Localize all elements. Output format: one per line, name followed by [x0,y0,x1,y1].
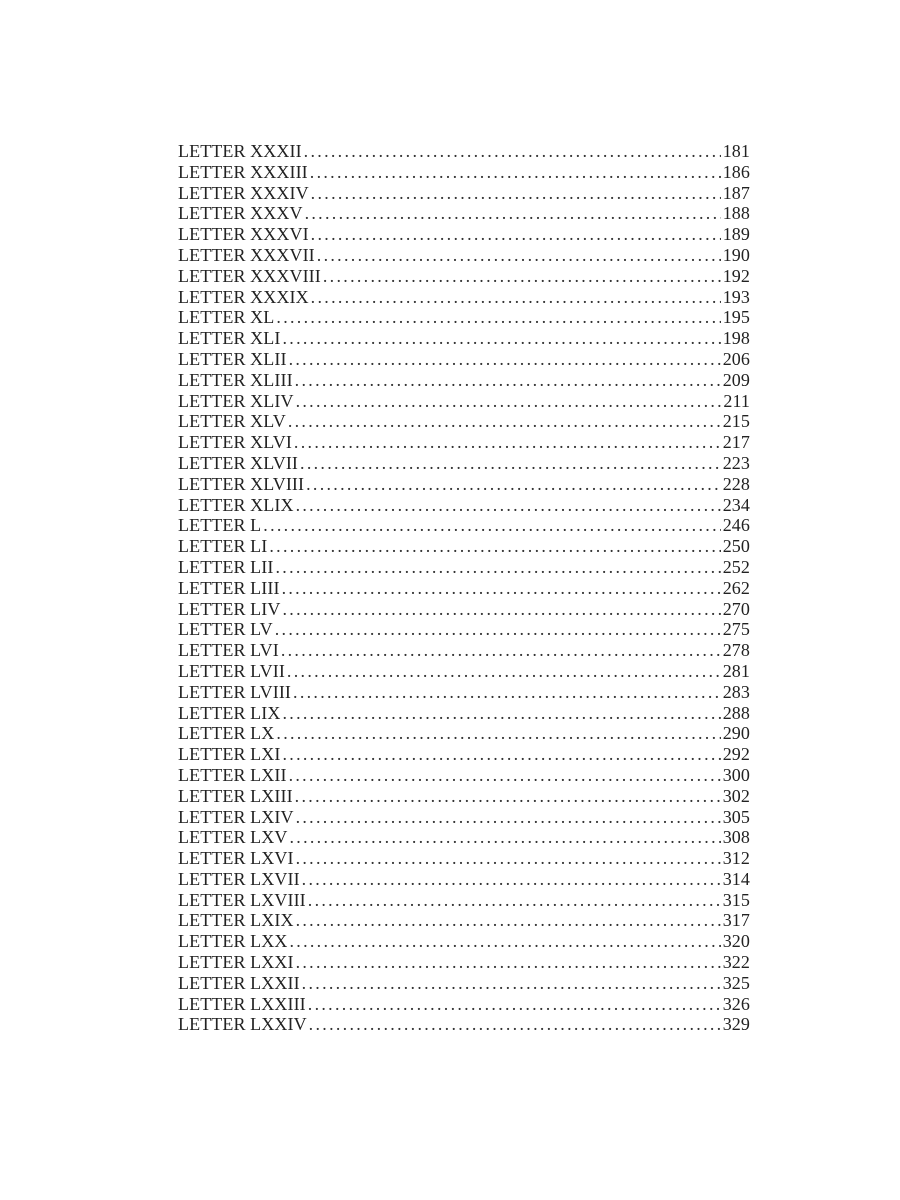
toc-entry-title: LETTER LIII [178,577,280,598]
dot-leader [269,536,720,557]
toc-entry [178,703,750,724]
toc-entry-title: LETTER XL [178,307,275,328]
toc-entry [178,994,750,1015]
dot-leader [289,765,721,786]
toc-entry-page-number: 270 [722,598,750,619]
toc-entry [178,744,750,765]
toc-entry-title: LETTER LI [178,536,268,557]
toc-entry [178,474,750,495]
toc-entry-page-number: 190 [722,244,750,265]
toc-entry-title: LETTER LIX [178,702,281,723]
toc-entry-title: LETTER LXXI [178,952,294,973]
dot-leader [302,869,721,890]
toc-entry [178,786,750,807]
toc-entry [178,536,750,557]
toc-entry-page-number: 281 [722,660,750,681]
dot-leader [304,141,721,162]
toc-entry-title: LETTER LVI [178,640,279,661]
toc-entry-page-number: 312 [722,848,750,869]
toc-entry-title: LETTER XLIV [178,390,294,411]
toc-entry [178,973,750,994]
toc-entry-page-number: 215 [722,411,750,432]
dot-leader [294,432,721,453]
dot-leader [293,682,721,703]
toc-entry-page-number: 275 [722,619,750,640]
dot-leader [287,661,721,682]
toc-entry-page-number: 187 [722,182,750,203]
toc-entry-title: LETTER XXXVII [178,244,315,265]
toc-entry-title: LETTER LXXIV [178,1014,307,1035]
toc-entry-page-number: 308 [722,827,750,848]
toc-entry-page-number: 234 [722,494,750,515]
toc-entry-title: LETTER L [178,515,262,536]
toc-entry [178,807,750,828]
toc-entry-title: LETTER LXVII [178,868,300,889]
dot-leader [282,599,720,620]
toc-entry-page-number: 250 [722,536,750,557]
dot-leader [311,287,721,308]
dot-leader [296,391,722,412]
toc-entry-page-number: 195 [722,307,750,328]
dot-leader [263,515,720,536]
toc-entry [178,952,750,973]
toc-entry-title: LETTER XLVII [178,452,299,473]
toc-entry [178,827,750,848]
toc-entry-page-number: 290 [722,723,750,744]
dot-leader [281,640,721,661]
dot-leader [295,370,721,391]
toc-entry-title: LETTER LIV [178,598,281,619]
dot-leader [275,619,721,640]
dot-leader [296,495,721,516]
dot-leader [296,910,721,931]
toc-entry [178,557,750,578]
toc-entry-title: LETTER LVIII [178,681,292,702]
toc-entry-page-number: 317 [722,910,750,931]
toc-entry-title: LETTER LXVIII [178,889,306,910]
dot-leader [289,349,721,370]
dot-leader [323,266,721,287]
toc-entry-page-number: 329 [722,1014,750,1035]
toc-entry [178,848,750,869]
toc-entry [178,266,750,287]
toc-entry-page-number: 246 [722,515,750,536]
toc-entry-title: LETTER XXXIX [178,286,309,307]
toc-entry-page-number: 320 [722,931,750,952]
toc-entry [178,432,750,453]
toc-entry [178,370,750,391]
toc-entry-title: LETTER XXXII [178,141,302,161]
toc-entry [178,391,750,412]
toc-entry [178,578,750,599]
toc-entry-title: LETTER LXXII [178,972,300,993]
toc-entry [178,141,750,162]
toc-entry [178,495,750,516]
toc-entry-title: LETTER XXXIV [178,182,309,203]
toc-entry-title: LETTER XXXIII [178,161,308,182]
dot-leader [288,411,721,432]
dot-leader [305,203,721,224]
toc-entry-page-number: 326 [722,993,750,1014]
toc-entry-page-number: 217 [722,432,750,453]
dot-leader [311,224,721,245]
toc-entry-title: LETTER LXII [178,764,287,785]
dot-leader [289,827,720,848]
dot-leader [289,931,720,952]
toc-entry-page-number: 209 [722,369,750,390]
toc-entry-title: LETTER XLII [178,348,287,369]
dot-leader [282,578,721,599]
toc-entry [178,453,750,474]
toc-entry-title: LETTER XXXV [178,203,303,224]
dot-leader [311,183,721,204]
toc-entry-title: LETTER XLVI [178,432,292,453]
toc-entry-title: LETTER XXXVIII [178,265,321,286]
toc-entry-title: LETTER LXX [178,931,288,952]
dot-leader [295,786,721,807]
toc-entry-title: LETTER XLIX [178,494,294,515]
toc-entry [178,328,750,349]
dot-leader [308,890,721,911]
toc-entry-page-number: 288 [722,702,750,723]
dot-leader [308,994,721,1015]
table-of-contents [178,141,750,1035]
toc-entry-title: LETTER LII [178,556,274,577]
toc-entry [178,869,750,890]
toc-entry-page-number: 188 [722,203,750,224]
toc-entry-page-number: 300 [722,764,750,785]
toc-entry-title: LETTER LXV [178,827,288,848]
toc-entry [178,411,750,432]
toc-entry [178,515,750,536]
toc-entry-title: LETTER LX [178,723,275,744]
toc-entry [178,619,750,640]
toc-entry-title: LETTER XLVIII [178,473,305,494]
toc-entry-title: LETTER XXXVI [178,224,309,245]
toc-entry-page-number: 193 [722,286,750,307]
toc-entry-page-number: 252 [722,556,750,577]
toc-entry [178,599,750,620]
toc-entry-page-number: 325 [722,972,750,993]
dot-leader [296,952,721,973]
dot-leader [296,848,721,869]
toc-entry-title: LETTER LXIII [178,785,293,806]
toc-entry-title: LETTER LVII [178,660,285,681]
toc-entry-page-number: 305 [722,806,750,827]
toc-entry [178,349,750,370]
toc-entry-page-number: 292 [722,744,750,765]
dot-leader [276,723,720,744]
toc-entry-title: LETTER XLI [178,328,281,349]
toc-entry [178,661,750,682]
toc-entry-title: LETTER LXVI [178,848,294,869]
dot-leader [302,973,721,994]
dot-leader [276,307,720,328]
toc-entry-title: LETTER LXI [178,744,281,765]
toc-entry-page-number: 302 [722,785,750,806]
toc-entry-page-number: 186 [722,161,750,182]
toc-entry [178,287,750,308]
dot-leader [317,245,721,266]
dot-leader [306,474,721,495]
toc-entry-page-number: 211 [723,390,750,411]
toc-entry [178,307,750,328]
toc-entry-page-number: 322 [722,952,750,973]
toc-entry-page-number: 314 [722,868,750,889]
dot-leader [282,744,720,765]
dot-leader [310,162,721,183]
dot-leader [282,328,720,349]
toc-entry-page-number: 283 [722,681,750,702]
toc-entry [178,162,750,183]
toc-entry [178,682,750,703]
toc-entry-page-number: 262 [722,577,750,598]
toc-entry-page-number: 278 [722,640,750,661]
toc-entry-title: LETTER XLIII [178,369,293,390]
toc-entry-page-number: 192 [722,265,750,286]
toc-entry [178,723,750,744]
toc-entry [178,931,750,952]
toc-entry-page-number: 228 [722,473,750,494]
toc-entry [178,640,750,661]
toc-entry [178,183,750,204]
toc-entry-page-number: 181 [722,141,750,161]
toc-entry-page-number: 189 [722,224,750,245]
dot-leader [275,557,720,578]
dot-leader [300,453,721,474]
toc-entry [178,224,750,245]
dot-leader [309,1014,721,1035]
toc-entry [178,1014,750,1035]
toc-entry [178,245,750,266]
toc-entry-page-number: 315 [722,889,750,910]
toc-entry [178,765,750,786]
toc-entry [178,203,750,224]
toc-entry-title: LETTER LXIX [178,910,294,931]
toc-entry-title: LETTER XLV [178,411,286,432]
toc-entry-page-number: 206 [722,348,750,369]
toc-entry [178,910,750,931]
toc-entry-page-number: 223 [722,452,750,473]
toc-entry-page-number: 198 [722,328,750,349]
toc-entry-title: LETTER LXXIII [178,993,306,1014]
toc-entry-title: LETTER LXIV [178,806,294,827]
toc-entry-title: LETTER LV [178,619,273,640]
toc-entry [178,890,750,911]
dot-leader [282,703,720,724]
dot-leader [296,807,721,828]
